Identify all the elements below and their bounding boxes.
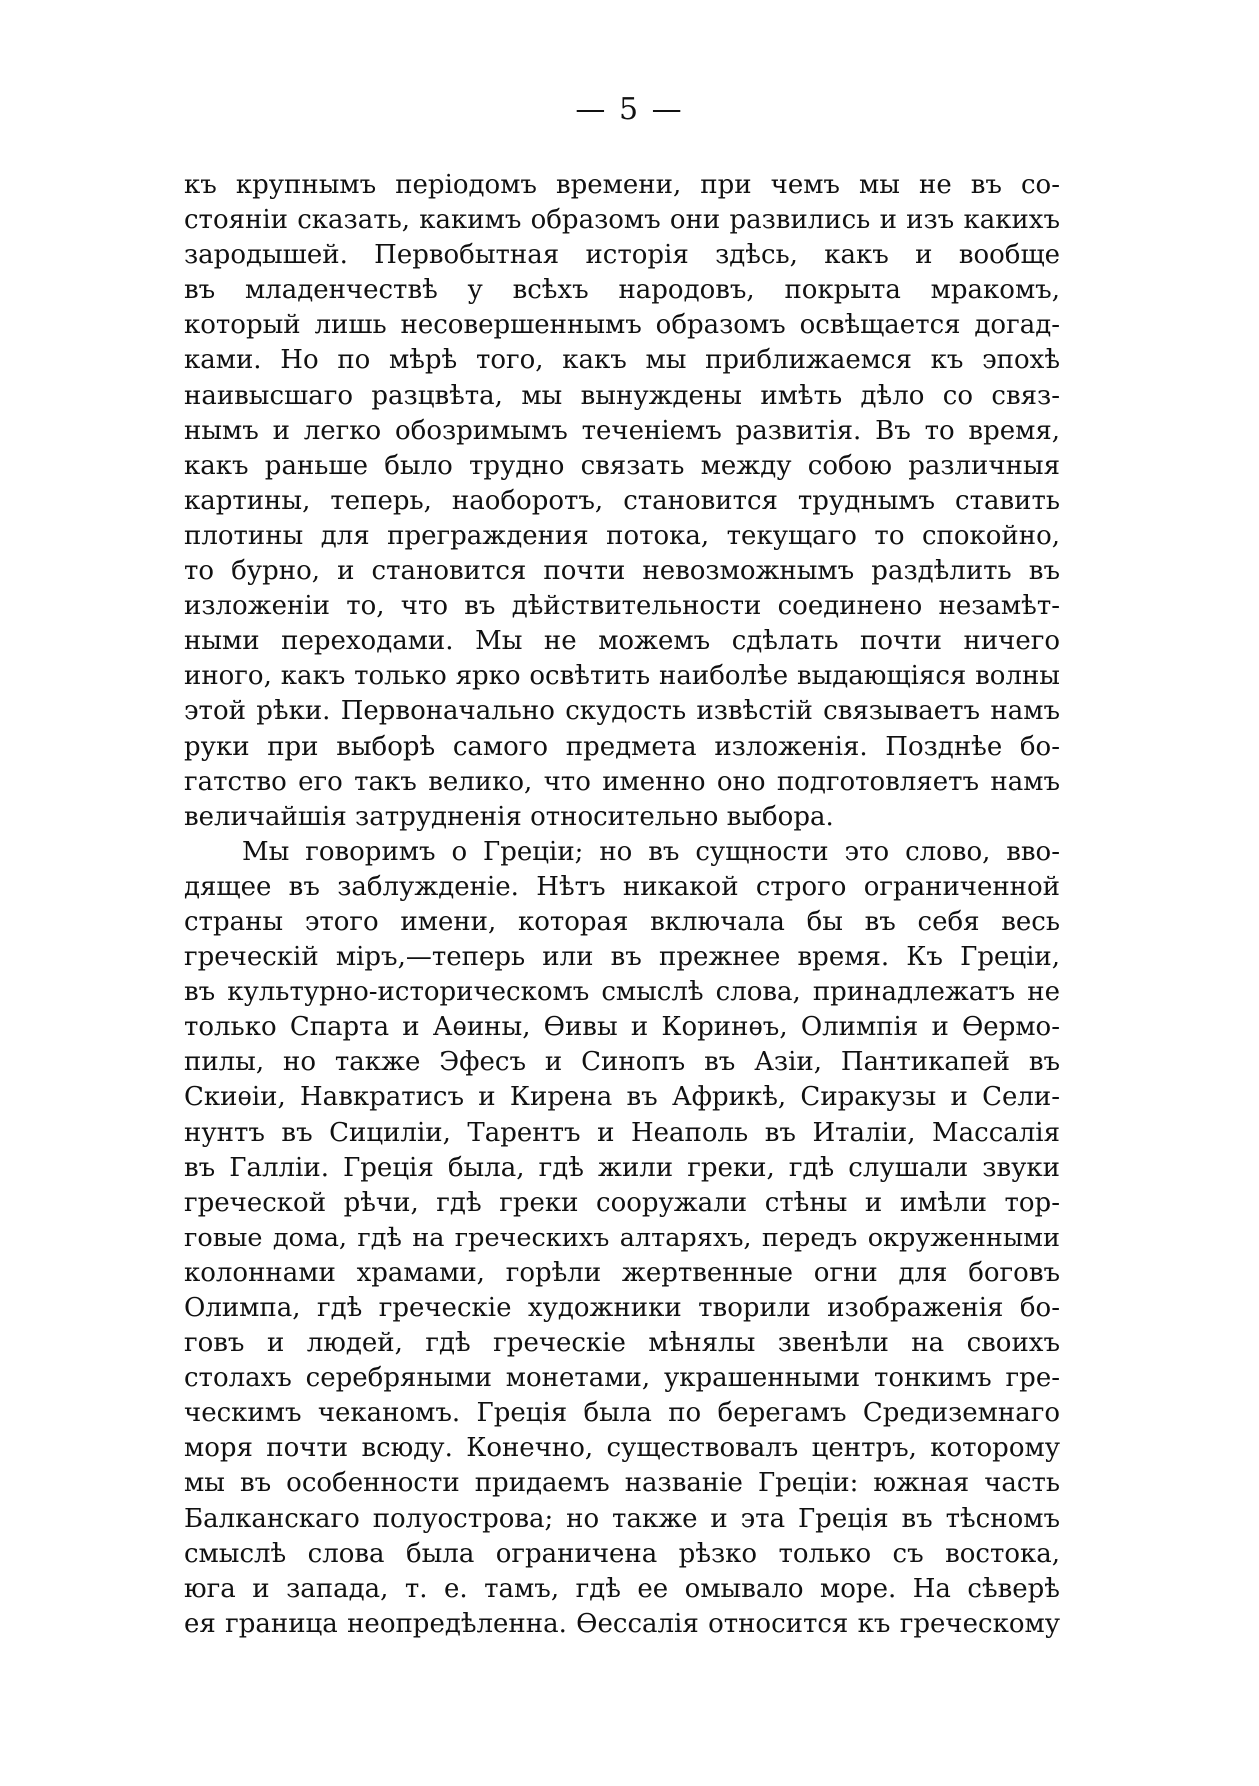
- text-line: зародышей. Первобытная исторія здѣсь, какъ и вообще: [184, 240, 1060, 271]
- text-line: смыслѣ слова была ограничена рѣзко только съ востока,: [184, 1538, 1060, 1569]
- text-line: величайшія затрудненія относительно выбора.: [184, 801, 834, 832]
- text-line: юга и запада, т. е. тамъ, гдѣ ее омывало море. На сѣверѣ: [184, 1573, 1060, 1604]
- text-line: который лишь несовершеннымъ образомъ освѣщается догад-: [184, 310, 1060, 341]
- text-line: греческій міръ,—теперь или въ прежнее время. Къ Греціи,: [184, 942, 1060, 973]
- text-line: Скиѳіи, Навкратисъ и Кирена въ Африкѣ, Сиракузы и Сели-: [184, 1082, 1060, 1113]
- paragraph-1: [184, 168, 1060, 835]
- text-line: иного, какъ только ярко освѣтить наиболѣе выдающіяся волны: [184, 661, 1060, 692]
- text-line: пилы, но также Эфесъ и Синопъ въ Азіи, Пантикапей въ: [184, 1047, 1060, 1078]
- text-line: нымъ и легко обозримымъ теченіемъ развитія. Въ то время,: [184, 415, 1060, 446]
- text-line: говые дома, гдѣ на греческихъ алтаряхъ, передъ окруженными: [184, 1222, 1060, 1253]
- text-line: Олимпа, гдѣ греческіе художники творили изображенія бо-: [184, 1293, 1060, 1323]
- text-line: изложеніи то, что въ дѣйствительности соединено незамѣт-: [184, 591, 1060, 622]
- text-line: какъ раньше было трудно связать между собою различныя: [184, 450, 1060, 481]
- body-text: [184, 168, 1060, 1642]
- text-line: столахъ серебряными монетами, украшенными тонкимъ гре-: [184, 1363, 1060, 1394]
- text-line: только Спарта и Аѳины, Ѳивы и Коринѳъ, Олимпія и Ѳермо-: [184, 1012, 1060, 1043]
- text-line: стояніи сказать, какимъ образомъ они развились и изъ какихъ: [184, 205, 1060, 236]
- text-line: плотины для преграждения потока, текущаго то спокойно,: [184, 520, 1060, 551]
- text-line: къ крупнымъ періодомъ времени, при чемъ мы не въ со-: [184, 170, 1060, 200]
- text-line: колоннами храмами, горѣли жертвенные огни для боговъ: [184, 1257, 1060, 1288]
- text-line: руки при выборѣ самого предмета изложенія. Позднѣе бо-: [184, 731, 1060, 762]
- text-line: ками. Но по мѣрѣ того, какъ мы приближаемся къ эпохѣ: [184, 345, 1060, 376]
- text-line: картины, теперь, наоборотъ, становится труднымъ ставить: [184, 485, 1060, 516]
- text-line: Мы говоримъ о Греціи; но въ сущности это слово, вво-: [242, 836, 1060, 867]
- text-line: то бурно, и становится почти невозможнымъ раздѣлить въ: [184, 556, 1060, 587]
- text-line: въ Галліи. Греція была, гдѣ жили греки, гдѣ слушали звуки: [184, 1152, 1060, 1183]
- text-line: этой рѣки. Первоначально скудость извѣстій связываетъ намъ: [184, 696, 1060, 727]
- text-line: ными переходами. Мы не можемъ сдѣлать почти ничего: [184, 626, 1060, 657]
- text-line: ческимъ чеканомъ. Греція была по берегамъ Средиземнаго: [184, 1398, 1060, 1429]
- paragraph-2: [184, 835, 1060, 1642]
- text-line: мы въ особенности придаемъ названіе Греціи: южная часть: [184, 1468, 1060, 1499]
- text-line: наивысшаго разцвѣта, мы вынуждены имѣть дѣло со связ-: [184, 380, 1060, 411]
- text-line: нунтъ въ Сициліи, Тарентъ и Неаполь въ Италіи, Массалія: [184, 1117, 1060, 1148]
- text-line: ея граница неопредѣленна. Ѳессалія относится къ греческому: [184, 1608, 1060, 1639]
- text-line: Балканскаго полуострова; но также и эта Греція въ тѣсномъ: [184, 1503, 1060, 1534]
- text-line: въ младенчествѣ у всѣхъ народовъ, покрыта мракомъ,: [184, 275, 1060, 306]
- text-line: гатство его такъ велико, что именно оно подготовляетъ намъ: [184, 766, 1060, 797]
- text-line: говъ и людей, гдѣ греческіе мѣнялы звенѣли на своихъ: [184, 1328, 1060, 1359]
- text-line: страны этого имени, которая включала бы въ себя весь: [184, 906, 1060, 937]
- text-line: въ культурно-историческомъ смыслѣ слова, принадлежатъ не: [184, 977, 1060, 1008]
- text-line: моря почти всюду. Конечно, существовалъ центръ, которому: [184, 1433, 1060, 1464]
- text-line: греческой рѣчи, гдѣ греки сооружали стѣны и имѣли тор-: [184, 1187, 1060, 1218]
- page-number: — 5 —: [575, 92, 684, 127]
- text-line: дящее въ заблужденіе. Нѣтъ никакой строго ограниченной: [184, 871, 1060, 902]
